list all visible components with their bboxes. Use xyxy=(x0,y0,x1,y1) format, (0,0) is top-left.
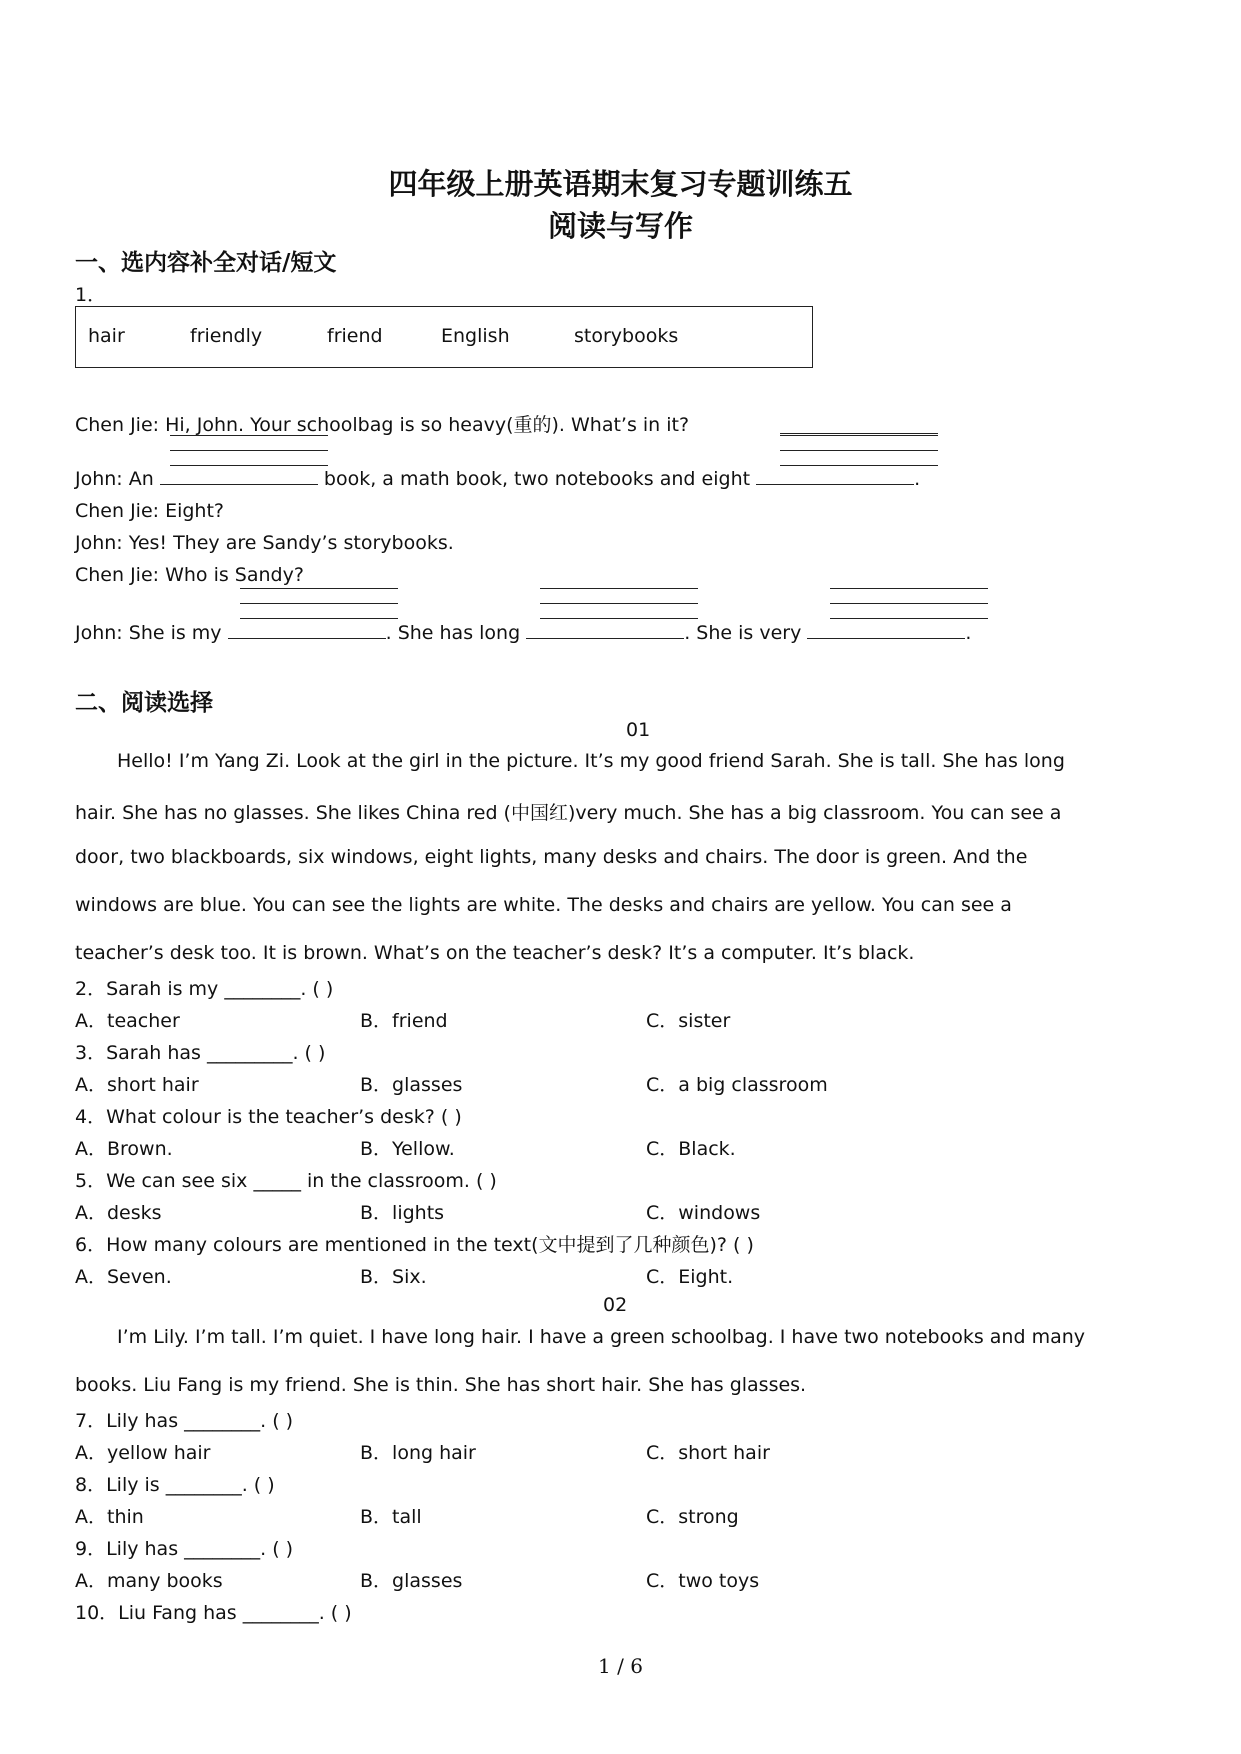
blank-guide-lines xyxy=(540,588,698,619)
dialogue-text: John: An xyxy=(75,468,154,490)
section1-heading: 一、选内容补全对话/短文 xyxy=(75,250,337,276)
passage-line: door, two blackboards, six windows, eight lights, many desks and chairs. The door is green. And the xyxy=(75,846,1028,868)
answer-blank[interactable] xyxy=(756,484,914,485)
blank-guide-lines xyxy=(240,588,398,619)
dialogue-line-1: Chen Jie: Hi, John. Your schoolbag is so heavy(重的). What’s in it? xyxy=(75,414,690,436)
question-stem: 10．Liu Fang has ________. ( ) xyxy=(75,1602,352,1624)
option-c[interactable]: C．strong xyxy=(646,1506,739,1528)
dialogue-line-6 xyxy=(75,622,971,644)
page-number: 1 / 6 xyxy=(598,1654,643,1678)
passage-line: teacher’s desk too. It is brown. What’s on the teacher’s desk? It’s a computer. It’s black. xyxy=(75,942,915,964)
option-c[interactable]: C．a big classroom xyxy=(646,1074,828,1096)
word-bank-item: friend xyxy=(327,325,383,347)
dialogue-text: book, a math book, two notebooks and eight xyxy=(323,468,751,490)
option-a[interactable]: A．thin xyxy=(75,1506,144,1528)
question-stem: 5．We can see six _____ in the classroom. ( ) xyxy=(75,1170,497,1192)
page-subtitle: 阅读与写作 xyxy=(547,209,693,243)
option-a[interactable]: A．desks xyxy=(75,1202,162,1224)
option-c[interactable]: C．short hair xyxy=(646,1442,770,1464)
page-title: 四年级上册英语期末复习专题训练五 xyxy=(388,167,853,201)
word-bank-item: friendly xyxy=(190,325,263,347)
option-a[interactable]: A．teacher xyxy=(75,1010,180,1032)
option-a[interactable]: A．Seven. xyxy=(75,1266,172,1288)
question-stem: 4．What colour is the teacher’s desk? ( ) xyxy=(75,1106,462,1128)
passage-line: windows are blue. You can see the lights are white. The desks and chairs are yellow. You can see a xyxy=(75,894,1012,916)
word-bank-item: hair xyxy=(88,325,125,347)
question-1-number: 1． xyxy=(75,284,107,306)
question-stem: 9．Lily has ________. ( ) xyxy=(75,1538,294,1560)
option-c[interactable]: C．windows xyxy=(646,1202,761,1224)
option-a[interactable]: A．short hair xyxy=(75,1074,199,1096)
passage-line: I’m Lily. I’m tall. I’m quiet. I have long hair. I have a green schoolbag. I have two notebooks and many xyxy=(117,1326,1086,1348)
blank-guide-lines xyxy=(170,435,328,466)
dialogue-text: . xyxy=(965,622,972,644)
blank-guide-lines xyxy=(830,588,988,619)
word-bank-box xyxy=(75,306,813,368)
answer-blank[interactable] xyxy=(526,638,684,639)
option-c[interactable]: C．two toys xyxy=(646,1570,760,1592)
option-a[interactable]: A．yellow hair xyxy=(75,1442,211,1464)
answer-blank[interactable] xyxy=(228,638,386,639)
question-stem: 7．Lily has ________. ( ) xyxy=(75,1410,294,1432)
option-a[interactable]: A．many books xyxy=(75,1570,223,1592)
option-c[interactable]: C．Eight. xyxy=(646,1266,734,1288)
dialogue-text: John: She is my xyxy=(75,622,222,644)
option-b[interactable]: B．glasses xyxy=(360,1074,463,1096)
option-b[interactable]: B．friend xyxy=(360,1010,448,1032)
answer-blank[interactable] xyxy=(780,412,938,434)
passage-line: hair. She has no glasses. She likes China red (中国红)very much. She has a big classroom. You can see a xyxy=(75,802,1062,824)
answer-blank[interactable] xyxy=(807,638,965,639)
option-b[interactable]: B．Six. xyxy=(360,1266,427,1288)
option-b[interactable]: B．Yellow. xyxy=(360,1138,455,1160)
dialogue-line-5: Chen Jie: Who is Sandy? xyxy=(75,564,304,586)
dialogue-text: . xyxy=(914,468,921,490)
dialogue-line-4: John: Yes! They are Sandy’s storybooks. xyxy=(75,532,454,554)
option-b[interactable]: B．glasses xyxy=(360,1570,463,1592)
section2-heading: 二、阅读选择 xyxy=(75,690,213,716)
passage-1-label: 01 xyxy=(626,719,651,741)
word-bank-item: storybooks xyxy=(574,325,679,347)
blank-guide-lines xyxy=(780,435,938,466)
word-bank-item: English xyxy=(441,325,510,347)
question-stem: 2．Sarah is my ________. ( ) xyxy=(75,978,334,1000)
answer-blank[interactable] xyxy=(160,484,318,485)
dialogue-text: . She is very xyxy=(684,622,802,644)
question-stem: 3．Sarah has _________. ( ) xyxy=(75,1042,326,1064)
dialogue-line-2 xyxy=(75,468,920,490)
option-c[interactable]: C．Black. xyxy=(646,1138,736,1160)
passage-line: Hello! I’m Yang Zi. Look at the girl in the picture. It’s my good friend Sarah. She is tall. She has long xyxy=(117,750,1065,772)
question-stem: 8．Lily is ________. ( ) xyxy=(75,1474,275,1496)
passage-2-label: 02 xyxy=(603,1294,628,1316)
passage-line: books. Liu Fang is my friend. She is thin. She has short hair. She has glasses. xyxy=(75,1374,807,1396)
dialogue-text: . She has long xyxy=(385,622,521,644)
option-b[interactable]: B．long hair xyxy=(360,1442,476,1464)
dialogue-line-3: Chen Jie: Eight? xyxy=(75,500,225,522)
option-b[interactable]: B．tall xyxy=(360,1506,422,1528)
question-stem: 6．How many colours are mentioned in the text(文中提到了几种颜色)? ( ) xyxy=(75,1234,754,1256)
option-b[interactable]: B．lights xyxy=(360,1202,445,1224)
option-a[interactable]: A．Brown. xyxy=(75,1138,173,1160)
option-c[interactable]: C．sister xyxy=(646,1010,731,1032)
